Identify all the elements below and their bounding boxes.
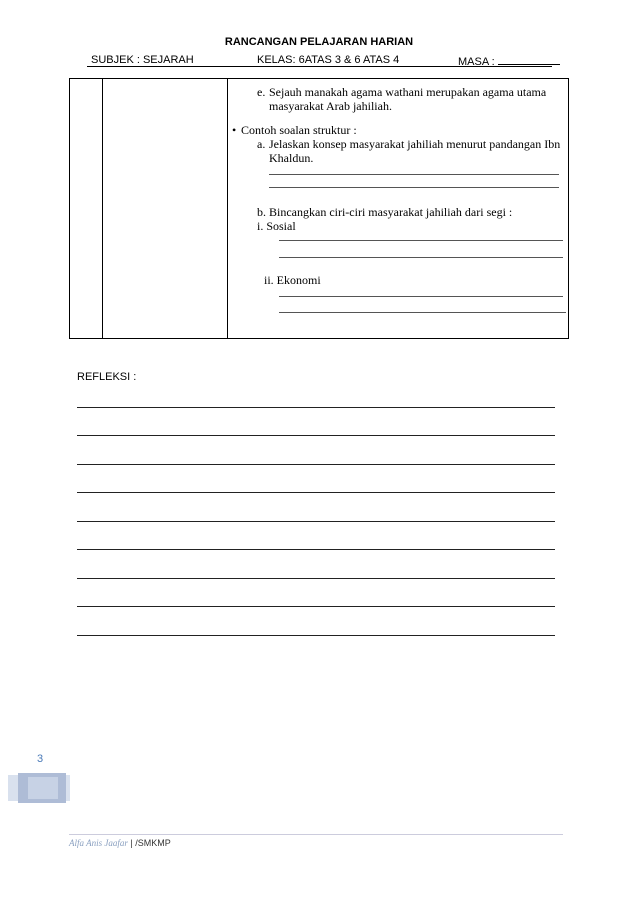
class-label: KELAS: 6ATAS 3 & 6 ATAS 4: [257, 54, 400, 66]
sub-question-economy: ii. Ekonomi: [264, 273, 321, 287]
footer-separator: |: [130, 838, 136, 848]
footer: [69, 838, 171, 848]
reflection-line: [77, 606, 555, 607]
answer-line: [279, 296, 563, 297]
bullet-icon: •: [232, 123, 237, 137]
time-blank: [498, 54, 560, 65]
answer-line: [279, 257, 563, 258]
footer-divider: [69, 834, 563, 835]
footer-school: /SMKMP: [135, 838, 171, 848]
footer-signature: Alfa Anis Jaafar: [69, 838, 128, 848]
answer-line: [269, 174, 559, 175]
item-e-text: Sejauh manakah agama wathani merupakan agama utama: [269, 85, 547, 99]
page-number: 3: [37, 753, 44, 765]
reflection-label: REFLEKSI :: [77, 371, 137, 383]
reflection-line: [77, 407, 555, 408]
answer-line: [269, 187, 559, 188]
reflection-line: [77, 464, 555, 465]
table-column-divider: [102, 79, 103, 338]
reflection-line: [77, 549, 555, 550]
question-b-text: Bincangkan ciri-ciri masyarakat jahiliah dari segi :: [269, 205, 513, 219]
answer-line: [279, 312, 566, 313]
sub-question-social: i. Sosial: [257, 219, 296, 233]
item-e-text-cont: masyarakat Arab jahiliah.: [269, 99, 392, 113]
question-a-marker: a.: [257, 137, 266, 151]
reflection-line: [77, 435, 555, 436]
reflection-line: [77, 492, 555, 493]
subject-label: SUBJEK : SEJARAH: [91, 54, 194, 66]
answer-line: [279, 240, 563, 241]
header-underline: [87, 66, 552, 67]
structure-question-heading: Contoh soalan struktur :: [241, 123, 357, 137]
reflection-line: [77, 635, 555, 636]
question-a-text-cont: Khaldun.: [269, 151, 314, 165]
page-title: RANCANGAN PELAJARAN HARIAN: [224, 36, 414, 48]
lesson-table: [69, 78, 569, 339]
question-b-marker: b.: [257, 205, 266, 219]
time-label: MASA :: [458, 56, 495, 68]
page-corner-decoration: [8, 773, 70, 803]
table-column-divider: [227, 79, 228, 338]
question-a-text: Jelaskan konsep masyarakat jahiliah menurut pandangan Ibn: [269, 137, 561, 151]
reflection-line: [77, 521, 555, 522]
item-e-marker: e.: [257, 85, 266, 99]
reflection-line: [77, 578, 555, 579]
